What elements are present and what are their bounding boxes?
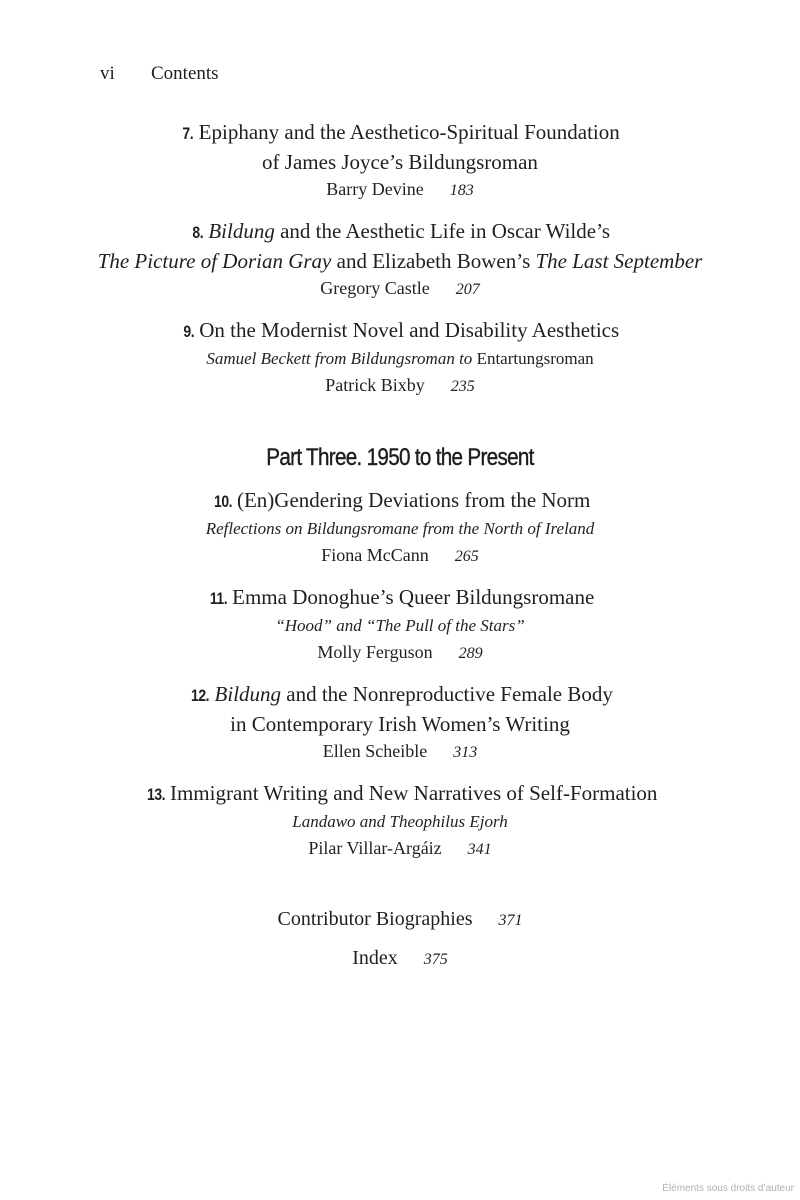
entry-title: and Elizabeth Bowen’s [331, 249, 536, 273]
entry-subtitle-italic: Samuel Beckett from Bildungsroman to [206, 349, 477, 368]
entry-title-line-2: in Contemporary Irish Women’s Writing [230, 712, 570, 736]
running-head-title: Contents [151, 63, 219, 84]
entry-title-italic: Bildung [208, 219, 275, 243]
entry-title-line-2: of James Joyce’s Bildungsroman [262, 150, 538, 174]
entry-title-line [0, 583, 800, 613]
entry-page: 183 [449, 182, 474, 199]
copyright-watermark: Éléments sous droits d’auteur [662, 1183, 794, 1194]
chapter-number: 13. [146, 785, 165, 804]
backmatter-page: 375 [423, 951, 448, 968]
entry-title: and the Aesthetic Life in Oscar Wilde’s [274, 219, 611, 243]
entry-title-line [0, 217, 800, 247]
entry-author: Gregory Castle [320, 278, 430, 298]
entry-author: Ellen Scheible [322, 741, 428, 761]
entry-subtitle-roman: Entartungsroman [476, 349, 594, 368]
entry-title: and the Nonreproductive Female Body [281, 682, 613, 706]
chapter-number: 11. [209, 589, 227, 608]
entry-author: Molly Ferguson [317, 642, 433, 662]
entry-author: Fiona McCann [321, 545, 429, 565]
entry-author-line [0, 176, 800, 204]
entry-title: Emma Donoghue’s Queer Bildungsromane [232, 585, 595, 609]
entry-title-italic: The Last September [535, 249, 703, 273]
toc-entry-9[interactable] [0, 316, 800, 400]
entry-title: On the Modernist Novel and Disability Aesthetics [199, 318, 620, 342]
entry-author-line [0, 542, 800, 570]
backmatter-label: Contributor Biographies [277, 908, 473, 930]
entry-subtitle: Reflections on Bildungsromane from the North of Ireland [205, 519, 595, 538]
entry-title: Epiphany and the Aesthetico-Spiritual Foundation [198, 120, 620, 144]
entry-page: 265 [454, 548, 479, 565]
entry-title-line [0, 118, 800, 148]
chapter-number: 9. [183, 322, 194, 341]
toc-entry-12[interactable] [0, 680, 800, 766]
entry-page: 341 [467, 841, 492, 858]
toc-entry-10[interactable] [0, 486, 800, 570]
chapter-number: 12. [191, 686, 210, 705]
entry-author: Patrick Bixby [325, 375, 425, 395]
entry-page: 235 [450, 378, 475, 395]
table-of-contents [0, 118, 800, 983]
entry-title-line [0, 680, 800, 710]
entry-title-line [0, 779, 800, 809]
entry-title-line-2 [0, 247, 800, 275]
entry-subtitle: “Hood” and “The Pull of the Stars” [275, 616, 525, 635]
toc-entry-13[interactable] [0, 779, 800, 863]
entry-author: Pilar Villar-Argáiz [308, 838, 442, 858]
toc-entry-11[interactable] [0, 583, 800, 667]
entry-title-line [0, 486, 800, 516]
toc-contributor-biographies[interactable] [0, 905, 800, 935]
entry-subtitle [0, 346, 800, 372]
entry-page: 207 [455, 281, 480, 298]
backmatter-label: Index [352, 947, 398, 969]
entry-subtitle: Landawo and Theophilus Ejorh [292, 812, 508, 831]
entry-author-line [0, 738, 800, 766]
entry-title-line [0, 316, 800, 346]
running-head [100, 63, 219, 85]
chapter-number: 10. [213, 492, 232, 511]
entry-author-line [0, 275, 800, 303]
toc-entry-8[interactable] [0, 217, 800, 303]
chapter-number: 8. [192, 223, 204, 242]
toc-index[interactable] [0, 944, 800, 974]
entry-author-line [0, 835, 800, 863]
toc-entry-7[interactable] [0, 118, 800, 204]
entry-title: (En)Gendering Deviations from the Norm [236, 488, 591, 512]
entry-page: 313 [453, 744, 478, 761]
entry-page: 289 [458, 645, 483, 662]
part-heading: Part Three. 1950 to the Present [266, 444, 534, 471]
entry-title-italic: Bildung [214, 682, 282, 706]
entry-author-line [0, 372, 800, 400]
page-folio: vi [100, 63, 115, 84]
backmatter [0, 905, 800, 974]
chapter-number: 7. [182, 124, 194, 143]
entry-author: Barry Devine [326, 179, 424, 199]
entry-title: Immigrant Writing and New Narratives of Self-Formation [169, 781, 658, 805]
entry-author-line [0, 639, 800, 667]
backmatter-page: 371 [498, 912, 523, 929]
entry-title-italic: The Picture of Dorian Gray [97, 249, 332, 273]
